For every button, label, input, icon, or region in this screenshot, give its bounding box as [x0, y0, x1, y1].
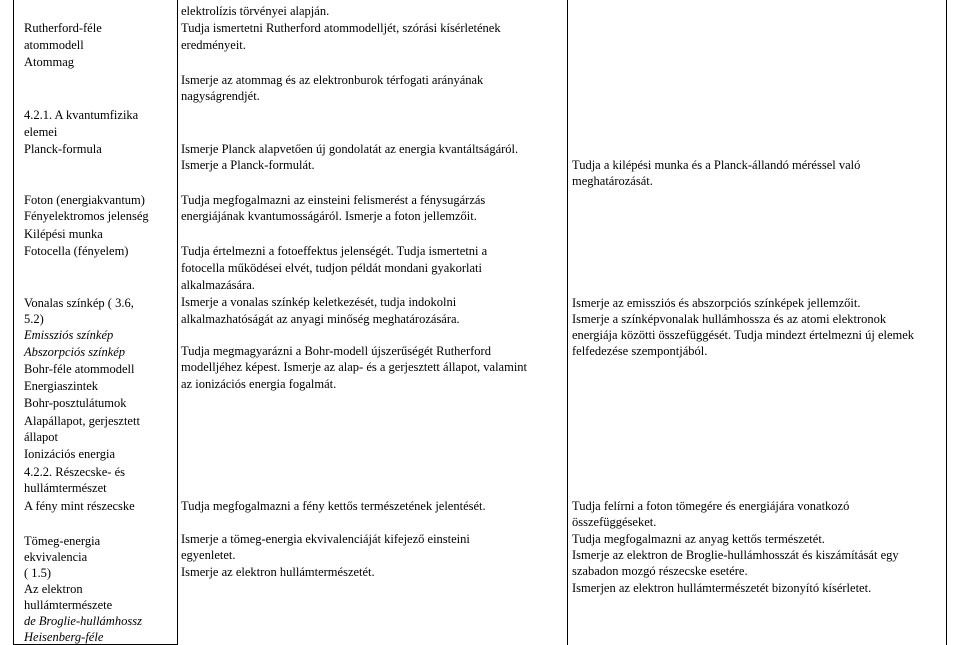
- column-divider-right: [567, 0, 568, 645]
- topic-line: Tömeg-energia: [24, 534, 101, 548]
- requirement-line: Tudja megmagyarázni a Bohr-modell újszerűségét Rutherford: [181, 344, 491, 358]
- column-divider-left: [177, 0, 178, 645]
- requirement-line: Ismerjen az elektron hullámtermészetét bizonyító kísérletet.: [572, 581, 872, 595]
- topic-line: Alapállapot, gerjesztett: [24, 414, 140, 428]
- requirement-line: Tudja a kilépési munka és a Planck-állandó méréssel való: [572, 158, 861, 172]
- topic-line: Bohr-posztulátumok: [24, 396, 127, 410]
- topic-line: ( 1.5): [24, 566, 52, 580]
- topic-line: Vonalas színkép ( 3.6,: [24, 296, 134, 310]
- topic-line: Ionizációs energia: [24, 447, 116, 461]
- section-heading: 4.2.1. A kvantumfizika: [24, 108, 139, 122]
- topic-line: de Broglie-hullámhossz: [24, 614, 142, 628]
- topic-line: Abszorpciós színkép: [24, 345, 126, 359]
- requirement-line: Ismerje a Planck-formulát.: [181, 158, 315, 172]
- table-border-left: [13, 0, 14, 645]
- section-heading: hullámtermészet: [24, 481, 107, 495]
- requirement-line: összefüggéseket.: [572, 515, 657, 529]
- topic-line: atommodell: [24, 38, 84, 52]
- topic-line: Fotocella (fényelem): [24, 244, 129, 258]
- requirement-line: meghatározását.: [572, 174, 653, 188]
- requirement-line: szabadon mozgó részecske esetére.: [572, 564, 748, 578]
- requirement-line: energiája közötti összefüggését. Tudja mindezt értelmezni új elemek: [572, 328, 915, 342]
- requirement-line: elektrolízis törvényei alapján.: [181, 4, 330, 18]
- requirement-line: energiájának kvantumosságáról. Ismerje a foton jellemzőit.: [181, 209, 477, 223]
- requirement-line: Ismerje az elektron de Broglie-hullámhosszát és kiszámítását egy: [572, 548, 899, 562]
- requirement-line: Ismerje az atommag és az elektronburok térfogati arányának: [181, 73, 484, 87]
- topic-line: Rutherford-féle: [24, 21, 102, 35]
- requirement-line: Ismerje Planck alapvetően új gondolatát az energia kvantáltságáról.: [181, 142, 519, 156]
- topic-line: A fény mint részecske: [24, 499, 135, 513]
- topic-line: Planck-formula: [24, 142, 102, 156]
- section-heading: elemei: [24, 125, 58, 139]
- topic-line: Bohr-féle atommodell: [24, 362, 135, 376]
- topic-line: Atommag: [24, 55, 74, 69]
- topic-line: ekvivalencia: [24, 550, 88, 564]
- topic-line: Fényelektromos jelenség: [24, 209, 149, 223]
- requirement-line: eredményeit.: [181, 38, 246, 52]
- requirement-line: Tudja megfogalmazni az anyag kettős természetét.: [572, 532, 825, 546]
- requirement-line: Tudja ismertetni Rutherford atommodelljét, szórási kísérletének: [181, 21, 501, 35]
- topic-line: Foton (energiakvantum): [24, 193, 145, 207]
- requirement-line: modelljéhez képest. Ismerje az alap- és a gerjesztett állapot, valamint: [181, 360, 528, 374]
- requirement-line: Ismerje a tömeg-energia ekvivalenciáját kifejező einsteini: [181, 532, 470, 546]
- requirement-line: alkalmazására.: [181, 278, 255, 292]
- topic-line: Energiaszintek: [24, 379, 99, 393]
- requirement-line: az ionizációs energia fogalmát.: [181, 377, 337, 391]
- topic-line: Az elektron: [24, 582, 83, 596]
- requirement-line: alkalmazhatóságát az anyagi minőség meghatározására.: [181, 312, 460, 326]
- topic-line: Emissziós színkép: [24, 328, 114, 342]
- requirement-line: fotocella működései elvét, tudjon példát mondani gyakorlati: [181, 261, 482, 275]
- topic-line: Heisenberg-féle: [24, 630, 104, 644]
- requirement-line: Tudja megfogalmazni a fény kettős természetének jelentését.: [181, 499, 486, 513]
- requirement-line: Tudja felírni a foton tömegére és energiájára vonatkozó: [572, 499, 850, 513]
- section-heading: 4.2.2. Részecske- és: [24, 465, 126, 479]
- requirement-line: Ismerje az elektron hullámtermészetét.: [181, 565, 375, 579]
- topic-line: 5.2): [24, 312, 44, 326]
- requirement-line: Ismerje az emissziós és abszorpciós színképek jellemzőit.: [572, 296, 861, 310]
- topic-line: Kilépési munka: [24, 227, 103, 241]
- requirement-line: nagyságrendjét.: [181, 89, 260, 103]
- table-border-right: [946, 0, 947, 645]
- topic-line: állapot: [24, 430, 59, 444]
- requirement-line: felfedezése szempontjából.: [572, 344, 708, 358]
- requirement-line: egyenletet.: [181, 548, 236, 562]
- requirement-line: Tudja megfogalmazni az einsteini felismerést a fénysugárzás: [181, 193, 486, 207]
- requirement-line: Tudja értelmezni a fotoeffektus jelenségét. Tudja ismertetni a: [181, 244, 488, 258]
- requirement-line: Ismerje a vonalas színkép keletkezését, tudja indokolni: [181, 295, 457, 309]
- topic-line: hullámtermészete: [24, 598, 113, 612]
- requirement-line: Ismerje a színképvonalak hullámhossza és az atomi elektronok: [572, 312, 887, 326]
